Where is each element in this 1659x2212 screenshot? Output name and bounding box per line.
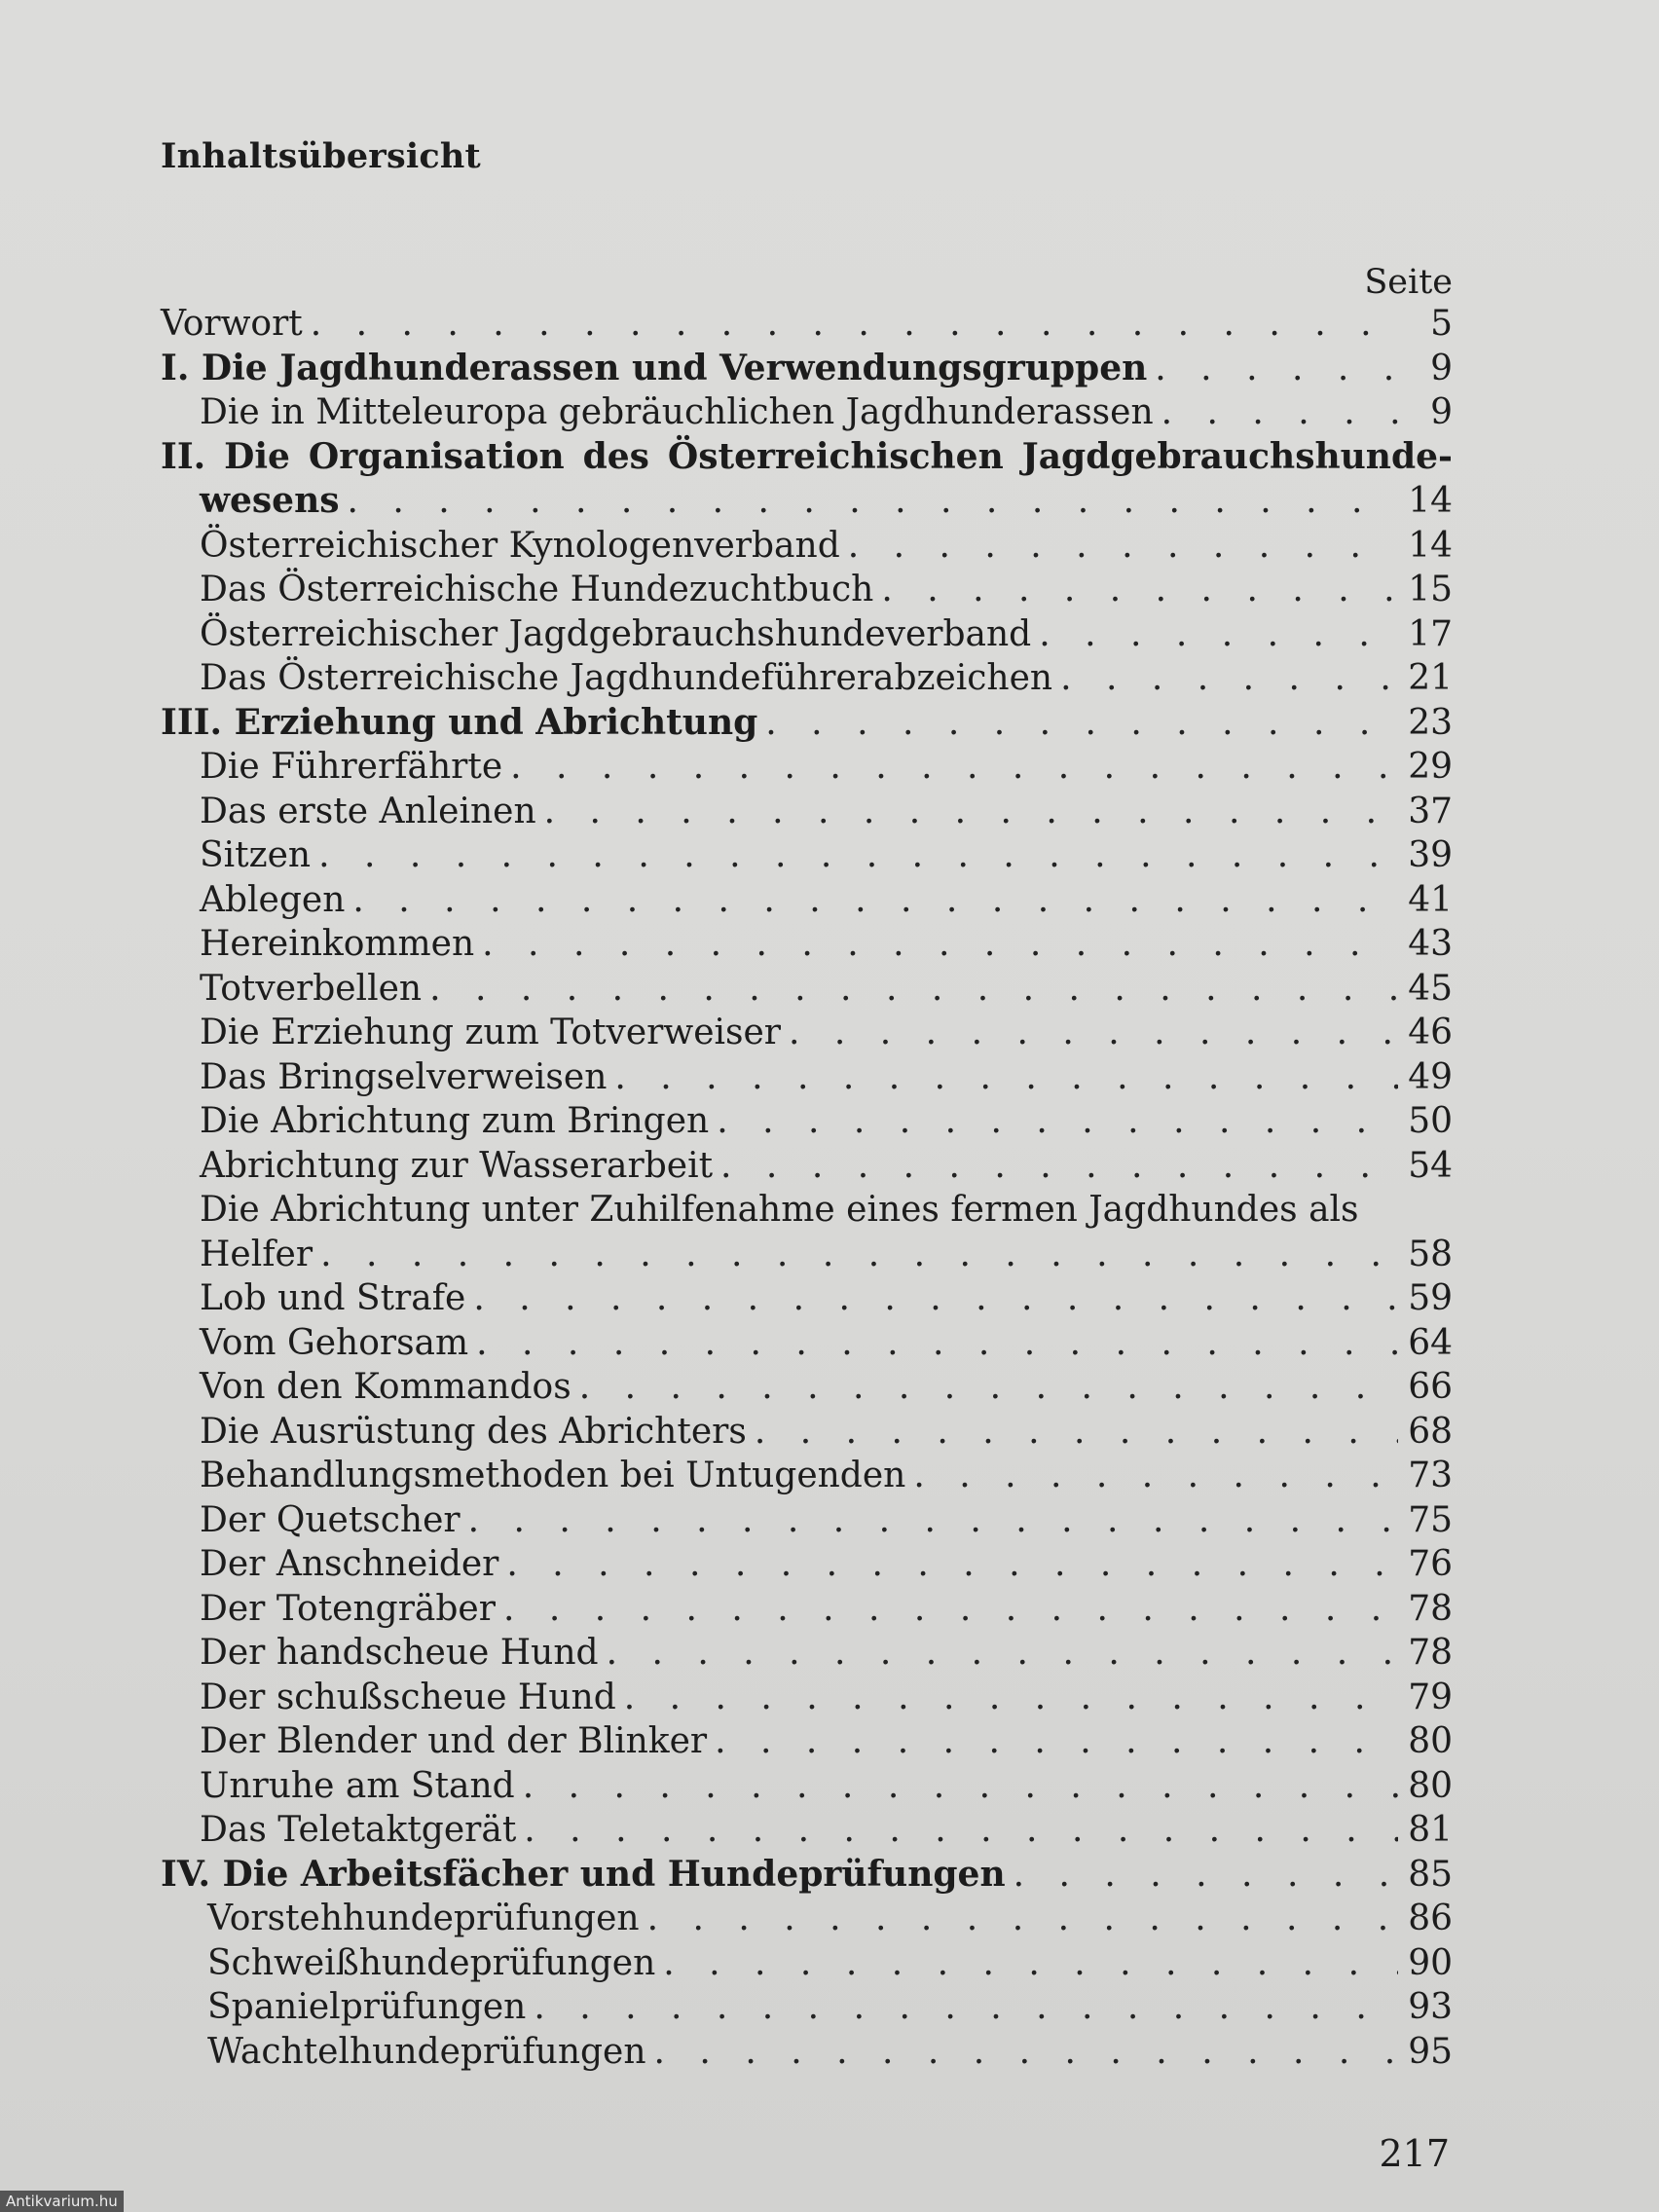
toc-entry — [161, 833, 1453, 878]
toc-entry-title: Die Abrichtung unter Zuhilfenahme eines fermen Jagdhundes als — [200, 1190, 1359, 1230]
toc-entry — [161, 1188, 1453, 1233]
toc-entry — [161, 1321, 1453, 1366]
leader-dots — [765, 701, 1398, 746]
toc-entry-title: Das Österreichische Hundezuchtbuch — [200, 570, 874, 609]
leader-dots — [524, 1808, 1398, 1853]
toc-entry — [161, 1853, 1453, 1898]
toc-entry — [161, 568, 1453, 612]
leader-dots — [476, 1321, 1398, 1366]
leader-dots — [1014, 1853, 1399, 1898]
toc-entry-title: Die in Mitteleuropa gebräuchlichen Jagdhunderassen — [200, 392, 1154, 432]
toc-entry-title: Die Abrichtung zum Bringen — [200, 1101, 710, 1141]
toc-entry-title: Vorwort — [161, 304, 303, 344]
leader-dots — [348, 479, 1399, 524]
leader-dots — [715, 1719, 1398, 1764]
toc-entry-title: III. Erziehung und Abrichtung — [161, 701, 758, 743]
toc-entry-title: Wachtelhundeprüfungen — [207, 2031, 646, 2072]
toc-entry-page: 68 — [1408, 1411, 1453, 1452]
toc-entry-page: 66 — [1408, 1367, 1453, 1407]
toc-entry — [161, 701, 1453, 746]
leader-dots — [510, 745, 1398, 790]
toc-entry-title: Die Führerfährte — [200, 747, 503, 787]
table-of-contents — [161, 302, 1453, 2074]
toc-entry-title: Der Quetscher — [200, 1499, 461, 1540]
toc-entry-title: Sitzen — [200, 835, 312, 875]
toc-entry-page: 80 — [1408, 1765, 1453, 1806]
toc-entry-title: IV. Die Arbeitsfächer und Hundeprüfungen — [161, 1853, 1006, 1895]
toc-entry — [161, 878, 1453, 923]
leader-dots — [717, 1099, 1398, 1144]
toc-entry — [161, 390, 1453, 435]
toc-entry-page: 73 — [1408, 1456, 1453, 1495]
toc-entry-page: 50 — [1408, 1101, 1453, 1141]
toc-entry — [161, 922, 1453, 967]
watermark: Antikvarium.hu — [0, 2191, 124, 2212]
leader-dots — [318, 833, 1398, 878]
toc-entry-page: 43 — [1408, 924, 1453, 964]
toc-entry-page: 15 — [1408, 570, 1453, 609]
toc-entry-title: Spanielprüfungen — [207, 1987, 527, 2027]
toc-entry-title: Der Totengräber — [200, 1588, 496, 1629]
toc-entry-page: 86 — [1408, 1899, 1453, 1938]
toc-entry — [161, 967, 1453, 1012]
toc-entry-title: Die Erziehung zum Totverweiser — [200, 1013, 782, 1052]
toc-entry-page: 21 — [1408, 658, 1453, 698]
toc-entry-page: 46 — [1408, 1013, 1453, 1052]
leader-dots — [429, 967, 1398, 1012]
toc-entry — [161, 1631, 1453, 1676]
toc-entry-page: 78 — [1408, 1633, 1453, 1673]
toc-entry-page: 81 — [1408, 1810, 1453, 1850]
toc-entry-page: 23 — [1408, 702, 1453, 743]
leader-dots — [614, 1055, 1398, 1100]
toc-entry — [161, 612, 1453, 657]
toc-entry-page: 5 — [1430, 304, 1453, 344]
toc-entry-page: 78 — [1408, 1588, 1453, 1629]
toc-entry-title: Vom Gehorsam — [200, 1322, 469, 1363]
page-heading: Inhaltsübersicht — [161, 136, 481, 176]
page-number: 217 — [1379, 2132, 1450, 2175]
toc-entry-page: 76 — [1408, 1544, 1453, 1584]
toc-entry-title: Das Österreichische Jagdhundeführerabzeichen — [200, 658, 1053, 698]
toc-entry-page: 85 — [1408, 1854, 1453, 1895]
toc-entry-page: 39 — [1408, 835, 1453, 875]
toc-entry — [161, 1144, 1453, 1189]
leader-dots — [607, 1631, 1399, 1676]
toc-entry — [161, 745, 1453, 790]
toc-entry-title: Österreichischer Kynologenverband — [200, 525, 840, 566]
toc-entry-title: wesens — [200, 480, 340, 521]
leader-dots — [720, 1144, 1398, 1189]
leader-dots — [544, 790, 1399, 834]
toc-entry — [161, 479, 1453, 524]
leader-dots — [1039, 612, 1398, 657]
leader-dots — [506, 1542, 1398, 1587]
toc-entry-page: 29 — [1408, 747, 1453, 787]
toc-entry-title: Lob und Strafe — [200, 1278, 466, 1318]
toc-entry-page: 41 — [1408, 879, 1453, 920]
toc-entry-page: 64 — [1408, 1322, 1453, 1363]
toc-entry — [161, 302, 1453, 347]
toc-entry-title: Hereinkommen — [200, 924, 475, 964]
leader-dots — [647, 1897, 1399, 1941]
toc-entry — [161, 524, 1453, 569]
leader-dots — [755, 1410, 1398, 1455]
toc-entry — [161, 1808, 1453, 1853]
leader-dots — [913, 1454, 1398, 1498]
toc-entry — [161, 1233, 1453, 1277]
toc-entry-title: Behandlungsmethoden bei Untugenden — [200, 1456, 906, 1495]
toc-entry — [161, 1454, 1453, 1498]
toc-entry — [161, 1055, 1453, 1100]
toc-entry — [161, 347, 1453, 391]
leader-dots — [579, 1365, 1398, 1410]
toc-entry-page: 9 — [1430, 392, 1453, 432]
toc-entry-page: 14 — [1408, 481, 1453, 521]
toc-entry — [161, 1498, 1453, 1543]
toc-entry — [161, 1719, 1453, 1764]
leader-dots — [523, 1764, 1398, 1809]
toc-entry-title: Das erste Anleinen — [200, 791, 536, 831]
toc-entry-title: Abrichtung zur Wasserarbeit — [200, 1145, 714, 1186]
toc-entry-title: II. Die Organisation des Österreichischen Jagdgebrauchshunde- — [161, 435, 1453, 477]
toc-entry-title: Ablegen — [200, 879, 346, 920]
toc-entry-title: Helfer — [200, 1234, 313, 1274]
toc-entry-title: Das Bringselverweisen — [200, 1056, 608, 1097]
toc-entry-page: 93 — [1408, 1987, 1453, 2027]
leader-dots — [473, 1276, 1398, 1321]
leader-dots — [663, 1941, 1398, 1986]
toc-entry — [161, 1764, 1453, 1809]
leader-dots — [1060, 656, 1398, 701]
leader-dots — [482, 922, 1398, 967]
leader-dots — [503, 1587, 1398, 1632]
toc-entry — [161, 1676, 1453, 1720]
toc-entry — [161, 1099, 1453, 1144]
toc-entry — [161, 1941, 1453, 1986]
toc-entry-title: Totverbellen — [200, 968, 423, 1009]
toc-entry-page: 17 — [1408, 613, 1453, 654]
toc-entry-title: I. Die Jagdhunderassen und Verwendungsgruppen — [161, 347, 1148, 388]
toc-entry-title: Von den Kommandos — [200, 1367, 571, 1407]
leader-dots — [311, 302, 1400, 347]
leader-dots — [848, 524, 1398, 569]
toc-entry — [161, 1011, 1453, 1055]
toc-entry — [161, 1985, 1453, 2030]
toc-entry — [161, 1542, 1453, 1587]
toc-entry-page: 90 — [1408, 1942, 1453, 1983]
leader-dots — [320, 1233, 1398, 1277]
toc-entry-title: Der schußscheue Hund — [200, 1677, 616, 1717]
toc-entry-title: Unruhe am Stand — [200, 1765, 515, 1806]
toc-entry-page: 9 — [1430, 348, 1453, 388]
toc-entry-page: 95 — [1408, 2031, 1453, 2072]
toc-entry — [161, 1365, 1453, 1410]
leader-dots — [789, 1011, 1398, 1055]
toc-entry-page: 14 — [1408, 525, 1453, 566]
toc-entry-page: 80 — [1408, 1721, 1453, 1761]
leader-dots — [654, 2030, 1399, 2075]
toc-entry-page: 79 — [1408, 1677, 1453, 1717]
toc-entry-page: 37 — [1408, 791, 1453, 831]
toc-entry — [161, 1897, 1453, 1941]
toc-entry — [161, 1587, 1453, 1632]
leader-dots — [534, 1985, 1398, 2030]
toc-entry — [161, 790, 1453, 834]
toc-entry-page: 75 — [1408, 1499, 1453, 1540]
toc-entry — [161, 1410, 1453, 1455]
toc-entry-page: 59 — [1408, 1278, 1453, 1318]
toc-entry-title: Der Anschneider — [200, 1544, 499, 1584]
leader-dots — [1161, 390, 1400, 435]
toc-entry-title: Die Ausrüstung des Abrichters — [200, 1411, 747, 1452]
toc-entry — [161, 435, 1453, 480]
leader-dots — [352, 878, 1398, 923]
leader-dots — [624, 1676, 1398, 1720]
toc-entry-page: 54 — [1408, 1145, 1453, 1186]
toc-entry — [161, 1276, 1453, 1321]
toc-entry-title: Vorstehhundeprüfungen — [207, 1899, 640, 1938]
toc-entry — [161, 656, 1453, 701]
toc-entry-title: Das Teletaktgerät — [200, 1810, 517, 1850]
toc-entry-page: 58 — [1408, 1234, 1453, 1274]
toc-entry-title: Der Blender und der Blinker — [200, 1721, 708, 1761]
leader-dots — [468, 1498, 1399, 1543]
page-column-label: Seite — [1364, 263, 1453, 302]
toc-entry-page: 49 — [1408, 1056, 1453, 1097]
toc-entry-page: 45 — [1408, 968, 1453, 1009]
toc-entry — [161, 2030, 1453, 2075]
leader-dots — [1155, 347, 1400, 391]
toc-entry-title: Der handscheue Hund — [200, 1633, 599, 1673]
toc-entry-title: Österreichischer Jagdgebrauchshundeverband — [200, 613, 1032, 654]
toc-entry-title: Schweißhundeprüfungen — [207, 1942, 656, 1983]
leader-dots — [881, 568, 1398, 612]
